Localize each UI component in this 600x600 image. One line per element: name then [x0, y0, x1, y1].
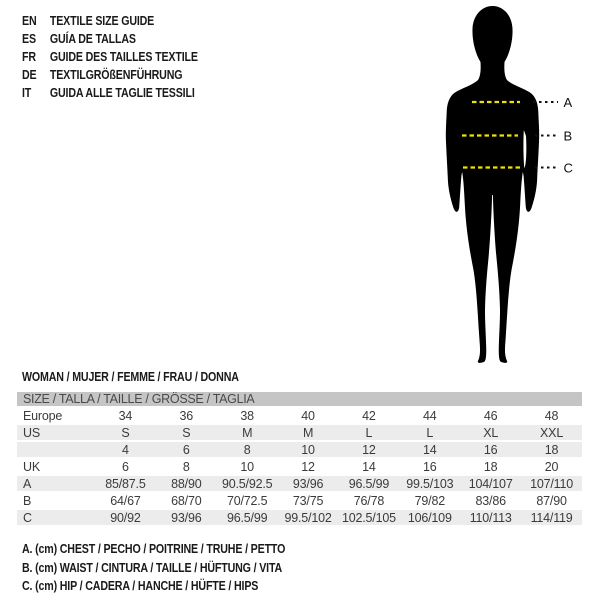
size-value: M — [217, 425, 278, 442]
size-value: 16 — [460, 442, 521, 459]
size-value: 79/82 — [399, 493, 460, 510]
size-value: 8 — [217, 442, 278, 459]
size-value: 20 — [521, 459, 582, 476]
row-label — [17, 442, 95, 459]
table-row — [17, 442, 582, 459]
size-value: 14 — [399, 442, 460, 459]
size-value: L — [399, 425, 460, 442]
size-value: 88/90 — [156, 476, 217, 493]
language-title: TEXTILGRÖßENFÜHRUNG — [49, 67, 183, 82]
size-value: 12 — [278, 459, 339, 476]
size-value: 90/92 — [95, 510, 156, 527]
size-value: 36 — [156, 408, 217, 425]
size-value: 48 — [521, 408, 582, 425]
size-value: 10 — [278, 442, 339, 459]
row-label: C — [17, 510, 95, 527]
row-label: B — [17, 493, 95, 510]
size-table-header: SIZE / TALLA / TAILLE / GRÖSSE / TAGLIA — [17, 392, 582, 408]
language-code: FR — [22, 49, 36, 64]
table-row — [17, 408, 582, 425]
language-code: EN — [22, 13, 37, 28]
size-value: 12 — [339, 442, 400, 459]
table-row — [17, 459, 582, 476]
language-code: ES — [22, 31, 36, 46]
language-code: DE — [22, 67, 37, 82]
legend-item-waist: B. (cm) WAIST / CINTURA / TAILLE / HÜFTUNG / VITA — [22, 559, 283, 575]
size-value: 96.5/99 — [339, 476, 400, 493]
size-value: XXL — [521, 425, 582, 442]
table-row — [17, 510, 582, 527]
measure-label-b: B — [563, 128, 573, 144]
size-value: 99.5/102 — [278, 510, 339, 527]
size-value: 34 — [95, 408, 156, 425]
size-value: 64/67 — [95, 493, 156, 510]
size-value: 93/96 — [156, 510, 217, 527]
size-value: 102.5/105 — [339, 510, 400, 527]
size-value: S — [156, 425, 217, 442]
legend-item-hip: C. (cm) HIP / CADERA / HANCHE / HÜFTE / HIPS — [22, 578, 259, 593]
size-value: 96.5/99 — [217, 510, 278, 527]
woman-silhouette-figure — [420, 0, 600, 370]
measurement-legend — [22, 540, 285, 596]
language-row — [22, 12, 198, 30]
measure-label-c: C — [563, 160, 573, 176]
size-value: 110/113 — [460, 510, 521, 527]
size-value: 114/119 — [521, 510, 582, 527]
size-value: 85/87.5 — [95, 476, 156, 493]
size-value: 40 — [278, 408, 339, 425]
table-row — [17, 425, 582, 442]
size-value: 8 — [156, 459, 217, 476]
size-value: 73/75 — [278, 493, 339, 510]
measure-label-a: A — [563, 95, 573, 110]
size-value: 16 — [399, 459, 460, 476]
language-row — [22, 66, 198, 84]
row-label: Europe — [17, 408, 95, 425]
language-code: IT — [22, 85, 32, 100]
size-value: 68/70 — [156, 493, 217, 510]
size-value: 4 — [95, 442, 156, 459]
size-value: 70/72.5 — [217, 493, 278, 510]
table-row — [17, 476, 582, 493]
size-value: 106/109 — [399, 510, 460, 527]
size-value: 46 — [460, 408, 521, 425]
size-value: M — [278, 425, 339, 442]
language-row — [22, 30, 198, 48]
size-value: 87/90 — [521, 493, 582, 510]
size-value: 44 — [399, 408, 460, 425]
size-table-header-row — [17, 392, 582, 408]
size-value: L — [339, 425, 400, 442]
size-value: 14 — [339, 459, 400, 476]
size-table — [17, 392, 582, 527]
language-title: TEXTILE SIZE GUIDE — [49, 13, 155, 28]
legend-item-chest: A. (cm) CHEST / PECHO / POITRINE / TRUHE / PETTO — [22, 541, 286, 556]
size-value: 6 — [95, 459, 156, 476]
size-value: 10 — [217, 459, 278, 476]
size-value: 107/110 — [521, 476, 582, 493]
language-list — [22, 12, 198, 102]
size-value: S — [95, 425, 156, 442]
row-label: US — [17, 425, 95, 442]
size-value: 104/107 — [460, 476, 521, 493]
language-title: GUÍA DE TALLAS — [49, 31, 136, 46]
woman-silhouette — [446, 6, 539, 363]
size-value: 18 — [460, 459, 521, 476]
language-title: GUIDA ALLE TAGLIE TESSILI — [49, 85, 195, 100]
size-value: 93/96 — [278, 476, 339, 493]
language-row — [22, 84, 198, 102]
size-value: XL — [460, 425, 521, 442]
size-value: 42 — [339, 408, 400, 425]
row-label: A — [17, 476, 95, 493]
size-value: 76/78 — [339, 493, 400, 510]
language-row — [22, 48, 198, 66]
size-value: 90.5/92.5 — [217, 476, 278, 493]
size-value: 6 — [156, 442, 217, 459]
table-row — [17, 493, 582, 510]
row-label: UK — [17, 459, 95, 476]
size-value: 18 — [521, 442, 582, 459]
gender-heading: WOMAN / MUJER / FEMME / FRAU / DONNA — [22, 369, 239, 384]
size-value: 38 — [217, 408, 278, 425]
size-value: 99.5/103 — [399, 476, 460, 493]
language-title: GUIDE DES TAILLES TEXTILE — [49, 49, 198, 64]
size-value: 83/86 — [460, 493, 521, 510]
